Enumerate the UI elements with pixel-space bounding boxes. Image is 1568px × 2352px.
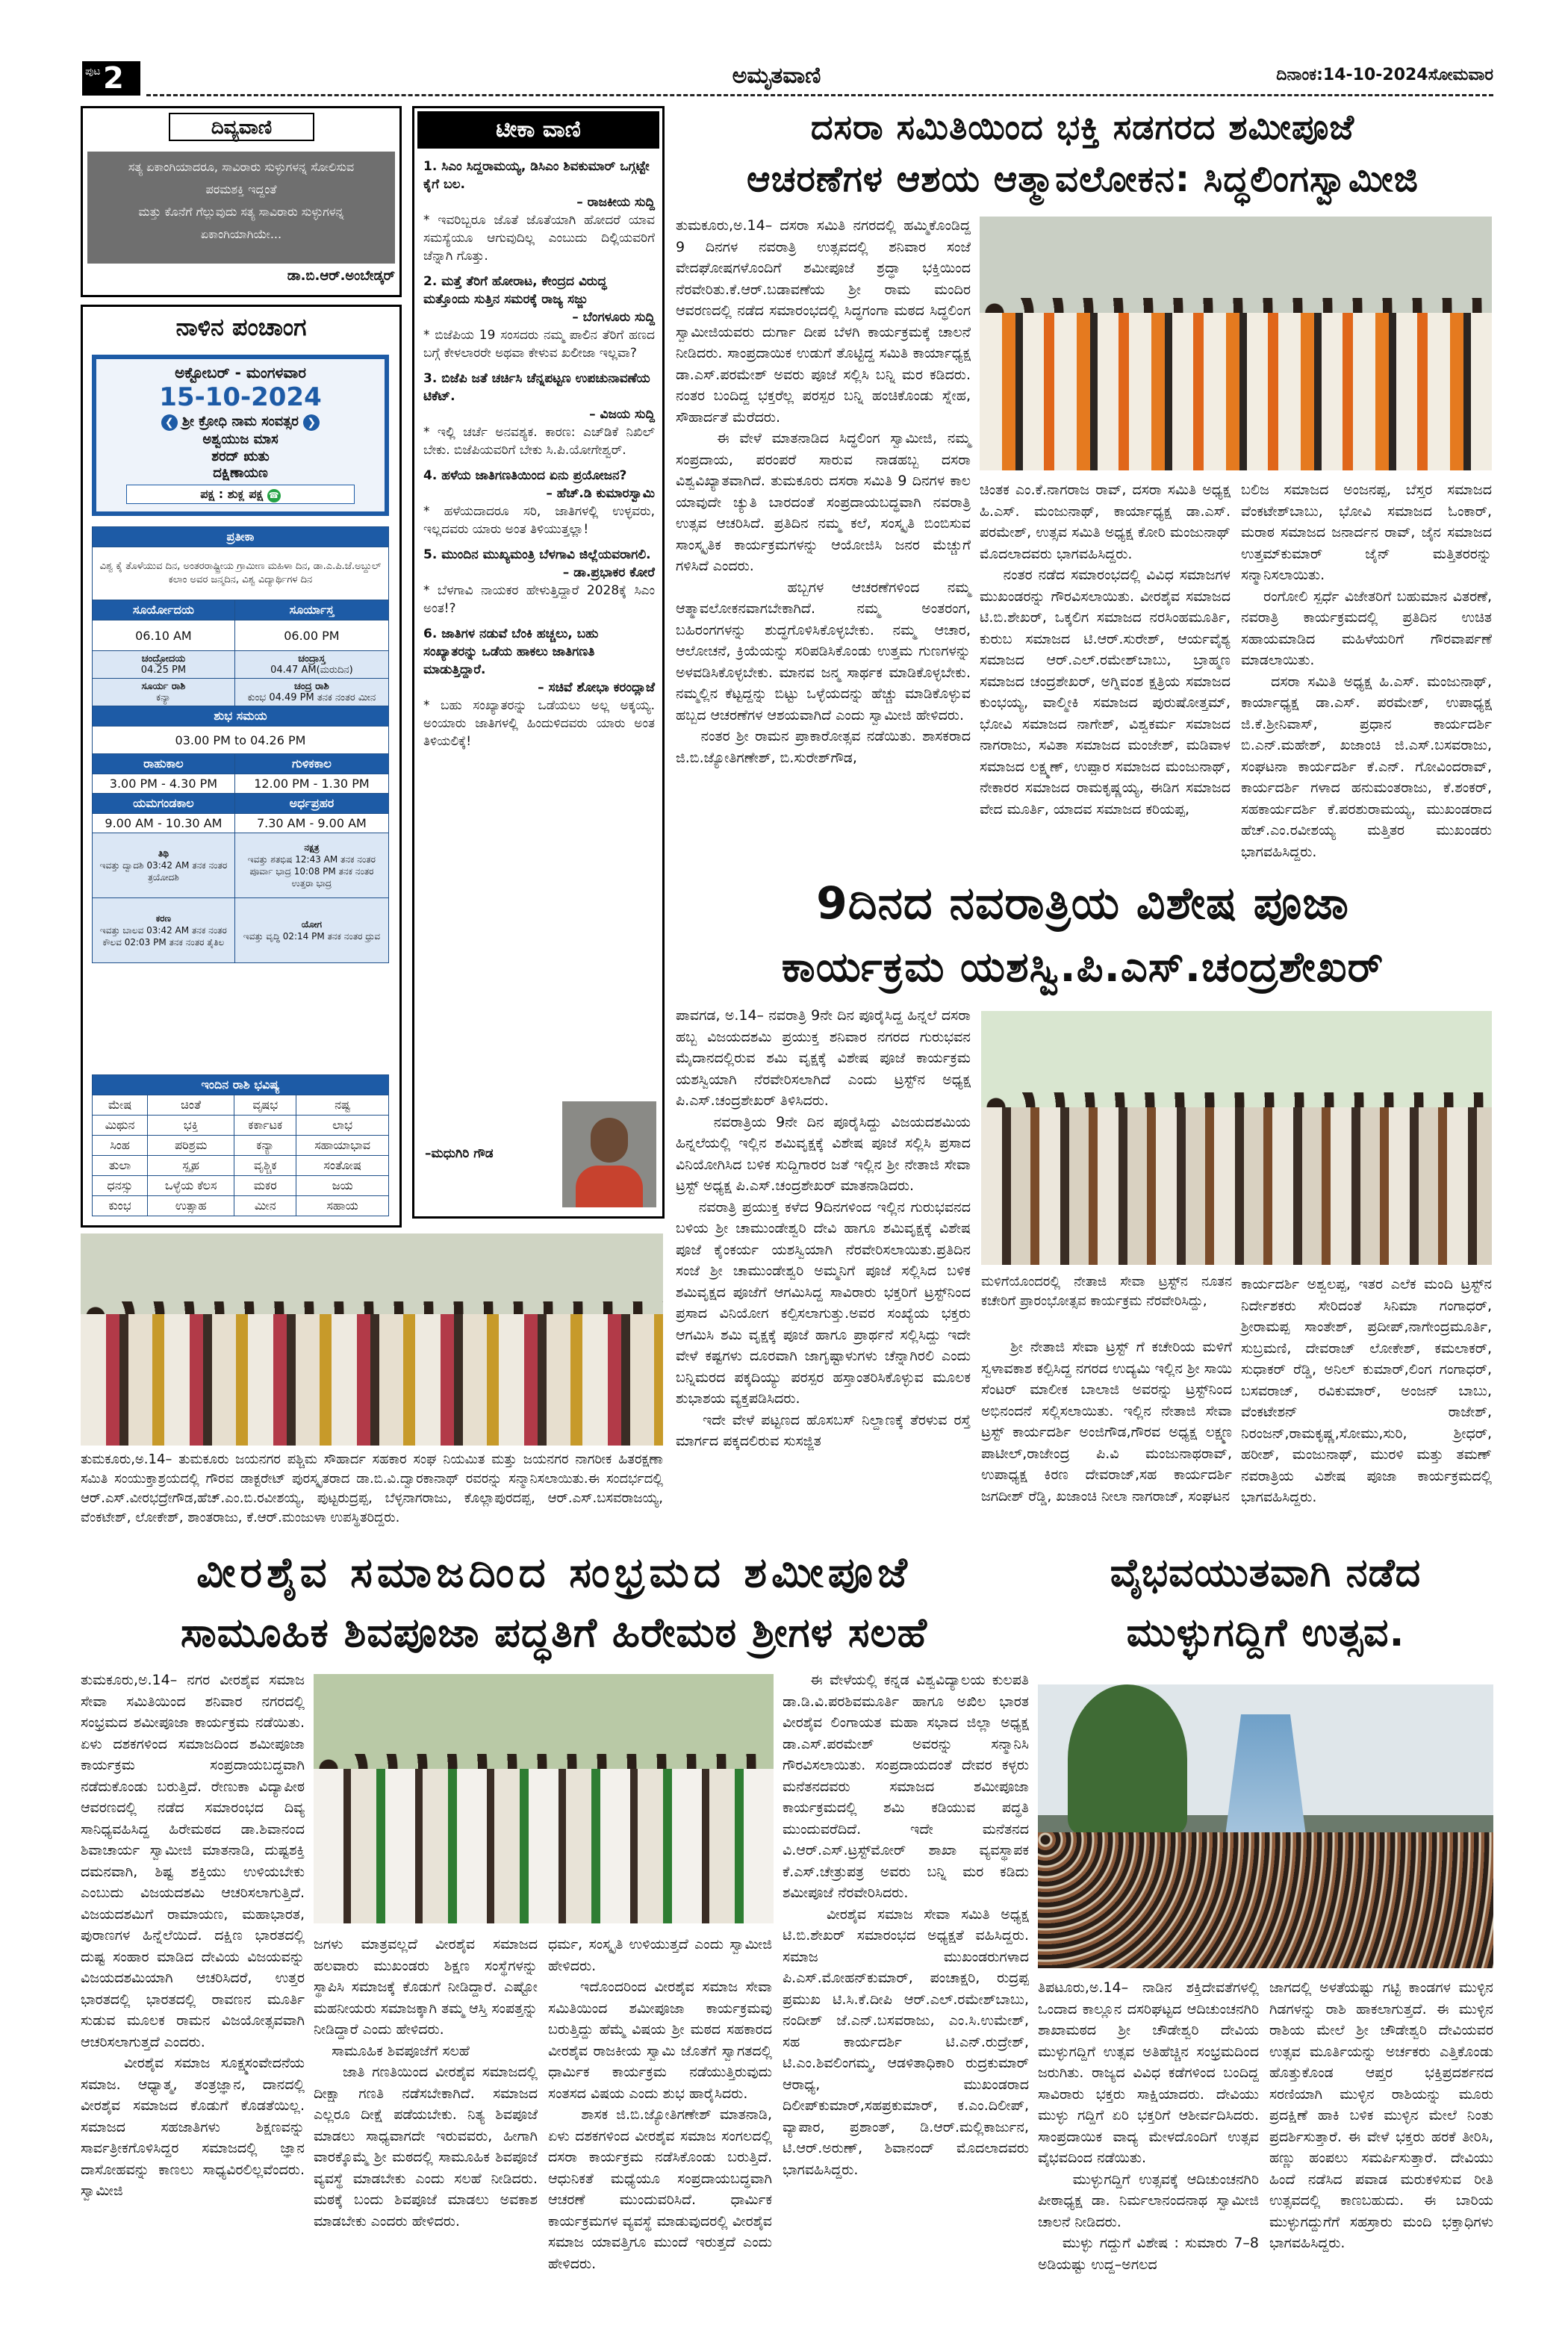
paksha-label: ಪಕ್ಷ : ಶುಕ್ಲ ಪಕ್ಷ (200, 487, 264, 501)
gulika-value: 12.00 PM - 1.30 PM (234, 774, 388, 794)
rashi-phala: ಸಹಾಯ (296, 1196, 389, 1216)
story1-column-3: ಬಲಿಜ ಸಮಾಜದ ಅಂಜನಪ್ಪ, ಬೆಸ್ತರ ಸಮಾಜದ ವೆಂಕಟೇಶ್‌ಬಾಬು, ಭೋವಿ ಸಮಾಜದ ಓಂಕಾರ್, ಮರಾಠ ಸಮಾಜದ ಜನಾರ್ದನ ರಾವ್, ಜೈನ ಸಮಾಜದ ಉತ್ತಮ್‌ಕುಮಾರ್ ಜೈನ್ ಮತ್ತಿತರರನ್ನು ಸನ್ಮಾನಿಸಲಾಯಿತು. ರಂಗೋಲಿ ಸ್ಪರ್ಧೆ ವಿಜೇತರಿಗೆ ಬಹುಮಾನ ವಿತರಣೆ, ನವರಾತ್ರಿ ಕಾರ್ಯಕ್ರಮದಲ್ಲಿ ಪ್ರತಿದಿನ ಉಚಿತ ಸಹಾಯಮಾಡಿದ ಮಹಿಳೆಯರಿಗೆ ಗೌರವಾರ್ಪಣೆ ಮಾಡಲಾಯಿತು. ದಸರಾ ಸಮಿತಿ ಅಧ್ಯಕ್ಷ ಹಿ.ಎಸ್. ಮಂಜುನಾಥ್, ಕಾರ್ಯಾಧ್ಯಕ್ಷ ಡಾ.ಎಸ್. ಪರಮೇಶ್, ಉಪಾಧ್ಯಕ್ಷ ಜಿ.ಕೆ.ಶ್ರೀನಿವಾಸ್, ಪ್ರಧಾನ ಕಾರ್ಯದರ್ಶಿ ಬಿ.ಎನ್.ಮಹೇಶ್, ಖಜಾಂಚಿ ಜಿ.ಎಸ್.ಬಸವರಾಜು, ಸಂಘಟನಾ ಕಾರ್ಯದರ್ಶಿ ಕೆ.ಎನ್. ಗೋವಿಂದರಾವ್, ಕಾರ್ಯದರ್ಶಿ ಗಳಾದ ಹನುಮಂತರಾಜು, ಕೆ.ಶಂಕರ್, ಸಹಕಾರ್ಯದರ್ಶಿ ಕೆ.ಪರಶುರಾಮಯ್ಯ, ಮುಖಂಡರಾದ ಹೆಚ್.ಎಂ.ರವೀಶಯ್ಯ ಮತ್ತಿತರ ಮುಖಂಡರು ಭಾಗವಹಿಸಿದ್ದರು. (1241, 482, 1492, 860)
rashi-phala: ಜಯ (296, 1176, 389, 1196)
divyavani-title: ದಿವ್ಯವಾಣಿ (169, 113, 314, 141)
rashi-name: ಸಿಂಹ (93, 1136, 148, 1156)
date-value: 15-10-2024 (159, 382, 322, 412)
felicitation-caption: ತುಮಕೂರು,ಅ.14– ತುಮಕೂರು ಜಯನಗರ ಪಶ್ಚಿಮ ಸೌಹಾರ್ದ ಸಹಕಾರ ಸಂಘ ನಿಯಮಿತ ಮತ್ತು ಜಯನಗರ ನಾಗರೀಕ ಹಿತರಕ್ಷಣಾ ಸಮಿತಿ ಸಂಯುಕ್ತಾಶ್ರಯದಲ್ಲಿ ಗೌರವ ಡಾಕ್ಟರೇಟ್ ಪುರಸ್ಕೃತರಾದ ಡಾ.ಬಿ.ವಿ.ದ್ವಾರಕಾನಾಥ್ ರವರನ್ನು ಸನ್ಮಾನಿಸಲಾಯಿತು.ಈ ಸಂದರ್ಭದಲ್ಲಿ ಆರ್.ಎಸ್.ವೀರಭದ್ರೇಗೌಡ,ಹೆಚ್.ಎಂ.ಬಿ.ರವೀಶಯ್ಯ, ಪುಟ್ಟರುದ್ರಪ್ಪ, ಬೆಳ್ಳನಾಗರಾಜು, ಕೊಲ್ಲಾಪುರದಪ್ಪ, ಆರ್.ಎಸ್.ಬಸವರಾಜಯ್ಯ, ವೆಂಕಟೇಶ್, ಲೋಕೇಶ್, ಶಾಂತರಾಜು, ಕೆ.ಆರ್.ಮಂಜುಳಾ ಉಪಸ್ಥಿತರಿದ್ದರು. (81, 1452, 668, 1525)
vishesha-text: ವಿಶ್ವ ಕೈ ತೊಳೆಯುವ ದಿನ, ಅಂತರರಾಷ್ಟ್ರೀಯ ಗ್ರಾಮೀಣ ಮಹಿಳಾ ದಿನ, ಡಾ.ಎ.ಪಿ.ಜೆ.ಅಬ್ದುಲ್ ಕಲಾಂ ಅವರ ಜನ್ಮದಿನ, ವಿಶ್ವ ವಿದ್ಯಾರ್ಥಿಗಳ ದಿನ (93, 547, 389, 600)
nakshatra-label: ನಕ್ಷತ್ರ (304, 842, 320, 853)
date-line: ದಿನಾಂಕ:14-10-2024ಸೋಮವಾರ (1276, 66, 1493, 84)
felicitation-photo (81, 1233, 663, 1446)
story2-column-1: ಪಾವಗಡ, ಅ.14– ನವರಾತ್ರಿ 9ನೇ ದಿನ ಪೂರೈಸಿದ್ದ ಹಿನ್ನಲೆ ದಸರಾ ಹಬ್ಬ ವಿಜಯದಶಮಿ ಪ್ರಯುಕ್ತ ಶನಿವಾರ ನಗರದ ಗುರುಭವನ ಮೈದಾನದಲ್ಲಿರುವ ಶಮಿ ವೃಕ್ಷಕ್ಕೆ ವಿಶೇಷ ಪೂಜೆ ಕಾರ್ಯಕ್ರಮ ಯಶಸ್ವಿಯಾಗಿ ನೆರವೇರಿಸಲಾಗಿದೆ ಎಂದು ಟ್ರಸ್ಟ್‌ನ ಅಧ್ಯಕ್ಷ ಪಿ.ಎಸ್.ಚಂದ್ರಶೇಖರ್ ತಿಳಿಸಿದರು. ನವರಾತ್ರಿಯ 9ನೇ ದಿನ ಪೂರೈಸಿದ್ದು ವಿಜಯದಶಮಿಯ ಹಿನ್ನಲೆಯಲ್ಲಿ ಇಲ್ಲಿನ ಶಮಿವೃಕ್ಷಕ್ಕೆ ವಿಶೇಷ ಪೂಜೆ ಸಲ್ಲಿಸಿ ಪ್ರಸಾದ ವಿನಿಯೋಗಿಸಿದ ಬಳಿಕ ಸುದ್ದಿಗಾರರ ಜತೆ ಇಲ್ಲಿನ ಶ್ರೀ ನೇತಾಜಿ ಸೇವಾ ಟ್ರಸ್ಟ್ ಅಧ್ಯಕ್ಷ ಪಿ.ಎಸ್.ಚಂದ್ರಶೇಖರ್ ಮಾತನಾಡಿದರು. ನವರಾತ್ರಿ ಪ್ರಯುಕ್ತ ಕಳೆದ 9ದಿನಗಳಿಂದ ಇಲ್ಲಿನ ಗುರುಭವನದ ಬಳಿಯ ಶ್ರೀ ಚಾಮುಂಡೇಶ್ವರಿ ದೇವಿ ಹಾಗೂ ಶಮಿವೃಕ್ಷಕ್ಕೆ ವಿಶೇಷ ಪೂಜೆ ಕೈಂಕರ್ಯ ಯಶಸ್ವಿಯಾಗಿ ನೆರವೇರಿಸಲಾಯಿತು.ಪ್ರತಿದಿನ ಸಂಜೆ ಶ್ರೀ ಚಾಮುಂಡೇಶ್ವರಿ ಅಮ್ಮನಿಗೆ ಪೂಜೆ ಸಲ್ಲಿಸಿದ ಬಳಿಕ ಶಮಿವೃಕ್ಷದ ಪೂಜೆಗೆ ಆಗಮಿಸಿದ್ದ ಸಾವಿರಾರು ಭಕ್ತರಿಗೆ ಟ್ರಸ್ಟ್‌ನಿಂದ ಪ್ರಸಾದ ವಿನಿಯೋಗ ಕಲ್ಪಿಸಲಾಗುತ್ತು.ಅವರ ಸಂಖ್ಯೆಯ ಭಕ್ತರು ಆಗಮಿಸಿ ಶಮಿ ವೃಕ್ಷಕ್ಕೆ ಪೂಜೆ ಹಾಗೂ ಪ್ರಾರ್ಥನೆ ಸಲ್ಲಿಸಿದ್ದು ಇದೇ ವೇಳೆ ಕಷ್ಟಗಳು ದೂರವಾಗಿ ಜಾಗೃಷ್ಟಾಳುಗಳು ಚೆನ್ನಾಗಿರಲಿ ಎಂದು ಬನ್ನಿಮರದ ಪಕ್ಕದಿಯ್ಯು ಪರಸ್ಪರ ಹಸ್ತಾಂತರಿಸಿಕೊಳ್ಳುವ ಮೂಲಕ ಶುಭಾಶಯ ವ್ಯಕ್ತಪಡಿಸಿದರು. ಇದೇ ವೇಳೆ ಪಟ್ಟಣದ ಹೊಸಬಸ್ ನಿಲ್ದಾಣಕ್ಕೆ ತೆರಳುವ ರಸ್ತೆ ಮಾರ್ಗದ ಪಕ್ಕದಲಿರುವ ಸುಸಜ್ಜಿತ (676, 1007, 971, 1449)
yoga-value: ಇವತ್ತು ವೃದ್ಧಿ 02:14 PM ತನಕ ನಂತರ ಧ್ರುವ (243, 931, 381, 942)
rashi-name: ಕುಂಭ (93, 1196, 148, 1216)
samvatsara-label: ಶ್ರೀ ಕ್ರೋಧಿ ನಾಮ ಸಂವತ್ಸರ (182, 414, 299, 429)
story1-headline-2: ಆಚರಣೆಗಳ ಆಶಯ ಆತ್ಮಾವಲೋಕನ: ಸಿದ್ಧಲಿಂಗಸ್ವಾಮೀಜಿ (747, 158, 1419, 200)
story4-photo (1038, 1684, 1493, 1968)
divyavani-quote (87, 152, 395, 264)
yama-label: ಯಮಗಂಡಕಾಲ (93, 794, 235, 814)
quote-line: ಪರಮಶಕ್ತಿ ಇದ್ದಂತೆ (205, 182, 277, 196)
bhavishya-row (93, 1156, 389, 1176)
rashi-name: ವೃಶ್ಚಿಕ (234, 1156, 296, 1176)
rashi-phala: ಪರಿಶ್ರಮ (148, 1136, 234, 1156)
teeka-author: –ಮಧುಗಿರಿ ಗೌಡ (425, 1146, 494, 1161)
tithi-value: ಇವತ್ತು ದ್ವಾದಶಿ 03:42 AM ತನಕ ನಂತರ ತ್ರಯೋದಶಿ (99, 860, 228, 883)
panchanga-title: ನಾಳಿನ ಪಂಚಾಂಗ (175, 313, 307, 341)
bhavishya-row (93, 1196, 389, 1216)
sunrise-value: 06.10 AM (93, 620, 235, 651)
bhavishya-row (93, 1176, 389, 1196)
teeka-vani-box (412, 106, 665, 1219)
panchanga-date-card (92, 355, 389, 516)
surya-rashi-label: ಸೂರ್ಯ ರಾಶಿ (141, 681, 186, 692)
story3-column-3: ಈ ವೇಳೆಯಲ್ಲಿ ಕನ್ನಡ ವಿಶ್ವವಿದ್ಯಾಲಯ ಕುಲಪತಿ ಡಾ.ಡಿ.ವಿ.ಪರಶಿವಮೂರ್ತಿ ಹಾಗೂ ಅಖಿಲ ಭಾರತ ವೀರಶೈವ ಲಿಂಗಾಯತ ಮಹಾ ಸಭಾದ ಜಿಲ್ಲಾ ಅಧ್ಯಕ್ಷ ಡಾ.ಎಸ್.ಪರಮೇಶ್ ಅವರನ್ನು ಸನ್ಮಾನಿಸಿ ಗೌರವಿಸಲಾಯಿತು. ಸಂಪ್ರದಾಯದಂತೆ ದೇವರ ಕಳ್ಳರು ಮನೆತನದವರು ಸಮಾಜದ ಶಮೀಪೂಜಾ ಕಾರ್ಯಕ್ರಮದಲ್ಲಿ ಶಮಿ ಕಡಿಯುವ ಪದ್ಧತಿ ಮುಂದುವರೆದಿದೆ. ಇದೇ ಮನೆತನದ ವಿ.ಆರ್.ಎಸ್.ಟ್ರಸ್ಟ್‌ಮೋರ್ ಶಾಖಾ ವ್ಯವಸ್ಥಾಪಕ ಕೆ.ಎಸ್.ಚೇತ್ರುಪತ್ರ ಅವರು ಬನ್ನಿ ಮರ ಕಡಿದು ಶಮೀಪೂಜೆ ನೆರವೇರಿಸಿದರು. ವೀರಶೈವ ಸಮಾಜ ಸೇವಾ ಸಮಿತಿ ಅಧ್ಯಕ್ಷ ಟಿ.ಬಿ.ಶೇಖರ್ ಸಮಾರಂಭದ ಅಧ್ಯಕ್ಷತೆ ವಹಿಸಿದ್ದರು. ಸಮಾಜ ಮುಖಂಡರುಗಳಾದ ಪಿ.ಎಸ್.ಮೋಹನ್‌ಕುಮಾರ್, ಪಂಚಾಕ್ಷರಿ, ರುದ್ರಪ್ಪ ಪ್ರಮುಖ ಟಿ.ಸಿ.ಕೆ.ದೀಪಿ ಆರ್.ಎಲ್.ರಮೇಶ್‌ಬಾಬು, ನಂದೀಶ್ ಜೆ.ಎನ್.ಬಸವರಾಜು, ಎಂ.ಸಿ.ಉಮೇಶ್, ಸಹ ಕಾರ್ಯದರ್ಶಿ ಟಿ.ಎನ್.ರುದ್ರೇಶ್, ಟಿ.ಎಂ.ಶಿವಲಿಂಗಮ್ಮ, ಆಡಳಿತಾಧಿಕಾರಿ ರುದ್ರಕುಮಾರ್ ಆರಾಧ್ಯ, ಮುಖಂಡರಾದ ದಿಲೀಪ್‌ಕುಮಾರ್,ಸಹಪ್ರಕುಮಾರ್, ಕ.ಎಂ.ದಿಲೀಪ್, ವ್ಯಾಪಾರ, ಪ್ರಶಾಂತ್, ಡಿ.ಆರ್.ಮಲ್ಲಿಕಾರ್ಜುನ, ಟಿ.ಆರ್.ಅರುಣ್, ಶಿವಾನಂದ್ ಮೊದಲಾದವರು ಭಾಗವಹಿಸಿದ್ದರು. (783, 1672, 1029, 2178)
teeka-title: ಟೀಕಾ ವಾಣಿ (417, 111, 659, 149)
paksha (126, 485, 355, 504)
rashi-phala: ಉತ್ಸಾಹ (148, 1196, 234, 1216)
ardha-label: ಅರ್ಧಪ್ರಹರ (234, 794, 388, 814)
tithi-label: ತಿಥಿ (158, 848, 169, 859)
ayana: ದಕ್ಷಿಣಾಯಣ (213, 465, 268, 481)
samvatsara (96, 413, 385, 431)
rashi-name: ಮೀನ (234, 1196, 296, 1216)
story1-column-1: ತುಮಕೂರು,ಅ.14– ದಸರಾ ಸಮಿತಿ ನಗರದಲ್ಲಿ ಹಮ್ಮಿಕೊಂಡಿದ್ದ 9 ದಿನಗಳ ನವರಾತ್ರಿ ಉತ್ಸವದಲ್ಲಿ ಶನಿವಾರ ಸಂಜೆ ವೇದಘೋಷಗಳೊಂದಿಗೆ ಶಮೀಪೂಜೆ ಶ್ರದ್ಧಾ ಭಕ್ತಿಯಿಂದ ನೆರವೇರಿತು.ಕೆ.ಆರ್.ಬಡಾವಣೆಯ ಶ್ರೀ ರಾಮ ಮಂದಿರ ಆವರಣದಲ್ಲಿ ನಡೆದ ಸಮಾರಂಭದಲ್ಲಿ ಸಿದ್ಧಗಂಗಾ ಮಠದ ಸಿದ್ಧಲಿಂಗ ಸ್ವಾಮೀಜಿಯವರು ದುರ್ಗಾ ದೀಪ ಬೆಳಗಿ ಕಾರ್ಯಕ್ರಮಕ್ಕೆ ಚಾಲನೆ ನೀಡಿದರು. ಸಾಂಪ್ರದಾಯಿಕ ಉಡುಗೆ ತೊಟ್ಟಿದ್ದ ಸಮಿತಿ ಕಾರ್ಯಾಧ್ಯಕ್ಷ ಡಾ.ಎಸ್.ಪರಮೇಶ್ ಅವರು ಪೂಜೆ ಸಲ್ಲಿಸಿ ಬನ್ನಿ ಮರ ಕಡಿದರು. ನಂತರ ಬಂದಿದ್ದ ಭಕ್ತರೆಲ್ಲ ಪರಸ್ಪರ ಬನ್ನಿ ಹಂಚಿಕೊಂಡು ಸ್ನೇಹ, ಸೌಹಾರ್ದತೆ ಮೆರೆದರು. ಈ ವೇಳೆ ಮಾತನಾಡಿದ ಸಿದ್ಧಲಿಂಗ ಸ್ವಾಮೀಜಿ, ನಮ್ಮ ಸಂಪ್ರದಾಯ, ಪರಂಪರೆ ಸಾರುವ ನಾಡಹಬ್ಬ ದಸರಾ ವಿಶ್ವವಿಖ್ಯಾತವಾಗಿದೆ. ತುಮಕೂರು ದಸರಾ ಸಮಿತಿ 9 ದಿನಗಳ ಕಾಲ ಯಾವುದೇ ಚ್ಯುತಿ ಬಾರದಂತೆ ಸಂಪ್ರದಾಯಬದ್ಧವಾಗಿ ನವರಾತ್ರಿ ಉತ್ಸವ ಆಚರಿಸಿದೆ. ಪ್ರತಿದಿನ ನಮ್ಮ ಕಲೆ, ಸಂಸ್ಕೃತಿ ಬಿಂಬಿಸುವ ಸಾಂಸ್ಕೃತಿಕ ಕಾರ್ಯಕ್ರಮಗಳನ್ನು ಆಯೋಜಿಸಿ ಜನರ ಮೆಚ್ಚುಗೆ ಗಳಿಸಿದೆ ಎಂದರು. ಹಬ್ಬಗಳ ಆಚರಣೆಗಳಿಂದ ನಮ್ಮ ಆತ್ಮಾವಲೋಕನವಾಗಬೇಕಾಗಿದೆ. ನಮ್ಮ ಅಂತರಂಗ, ಬಹಿರಂಗಗಳನ್ನು ಶುದ್ಧಗೊಳಿಸಿಕೊಳ್ಳಬೇಕು. ನಮ್ಮ ಆಚಾರ, ಆಲೋಚನೆ, ಕ್ರಿಯೆಯನ್ನು ಸರಿಪಡಿಸಿಕೊಂಡು ಉತ್ತಮ ಗುಣಗಳನ್ನು ಅಳವಡಿಸಿಕೊಳ್ಳಬೇಕು. ಮಾನವ ಜನ್ಮ ಸಾರ್ಥಕ ಮಾಡಿಕೊಳ್ಳಬೇಕು. ನಮ್ಮಲ್ಲಿನ ಕೆಟ್ಟದ್ದನ್ನು ಬಿಟ್ಟು ಒಳ್ಳೆಯದನ್ನು ಹೆಚ್ಚು ಮಾಡಿಕೊಳ್ಳುವ ಹಬ್ಬದ ಆಚರಣೆಗಳ ಆಶಯವಾಗಿದೆ ಎಂದು ಸ್ವಾಮೀಜಿ ಹೇಳಿದರು. ನಂತರ ಶ್ರೀ ರಾಮನ ಪ್ರಾಕಾರೋತ್ಸವ ನಡೆಯಿತು. ಶಾಸಕರಾದ ಜಿ.ಬಿ.ಜ್ಯೋತಿಗಣೇಶ್, ಬಿ.ಸುರೇಶ್‌ಗೌಡ, (676, 217, 971, 766)
sunset-label: ಸೂರ್ಯಾಸ್ತ (234, 600, 388, 620)
teeka-question: 1. ಸಿಎಂ ಸಿದ್ದರಾಮಯ್ಯ, ಡಿಸಿಎಂ ಶಿವಕುಮಾರ್ ಒಗ್ಗಟ್ಟೇ ಕೈಗೆ ಬಲ. (423, 159, 650, 192)
teeka-source: – ಸಚಿವೆ ಶೋಭಾ ಕರಂದ್ಲಾಜೆ (538, 680, 655, 695)
story3-column-2a: ಜಗಳು ಮಾತ್ರವಲ್ಲದೆ ವೀರಶೈವ ಸಮಾಜದ ಹಲವಾರು ಮುಖಂಡರು ಶಿಕ್ಷಣ ಸಂಸ್ಥೆಗಳನ್ನು ಸ್ಥಾಪಿಸಿ ಸಮಾಜಕ್ಕೆ ಕೊಡುಗೆ ನೀಡಿದ್ದಾರೆ. ಎಷ್ಟೋ ಮಹನೀಯರು ಸಮಾಜಕ್ಕಾಗಿ ತಮ್ಮ ಆಸ್ತಿ ಸಂಪತ್ತನ್ನು ನೀಡಿದ್ದಾರೆ ಎಂದು ಹೇಳಿದರು. ಸಾಮೂಹಿಕ ಶಿವಪೂಜೆಗೆ ಸಲಹೆ ಜಾತಿ ಗಣತಿಯಿಂದ ವೀರಶೈವ ಸಮಾಜದಲ್ಲಿ ದೀಕ್ಷಾ ಗಣತಿ ನಡೆಸಬೇಕಾಗಿದೆ. ಸಮಾಜದ ಎಲ್ಲರೂ ದೀಕ್ಷೆ ಪಡೆಯಬೇಕು. ನಿತ್ಯ ಶಿವಪೂಜೆ ಮಾಡಲು ಸಾಧ್ಯವಾಗದೇ ಇರುವವರು, ಹೀಗಾಗಿ ವಾರಕ್ಕೊಮ್ಮೆ ಶ್ರೀ ಮಠದಲ್ಲಿ ಸಾಮೂಹಿಕ ಶಿವಪೂಜೆ ವ್ಯವಸ್ಥೆ ಮಾಡಬೇಕು ಎಂದು ಸಲಹೆ ನೀಡಿದರು. ಮಠಕ್ಕೆ ಬಂದು ಶಿವಪೂಜೆ ಮಾಡಲು ಅವಕಾಶ ಮಾಡಬೇಕು ಎಂದರು ಹೇಳಿದರು. (314, 1936, 538, 2230)
teeka-question: 3. ಬಿಜೆಪಿ ಜತೆ ಚರ್ಚಿಸಿ ಚೆನ್ನಪಟ್ಟಣ ಉಪಚುನಾವಣೆಯ ಟಿಕೆಟ್. (423, 371, 650, 404)
moonrise-value: 04.25 PM (140, 665, 187, 676)
whatsapp-icon[interactable]: ☎ (267, 489, 281, 503)
moonset-label: ಚಂದ್ರಾಸ್ತ (298, 653, 326, 665)
teeka-source: – ವಿಜಯ ಸುದ್ದಿ (589, 407, 655, 422)
paper-name: ಅಮೃತವಾಣಿ (732, 63, 821, 89)
quote-line: ಸತ್ಯ ಏಕಾಂಗಿಯಾದರೂ, ಸಾವಿರಾರು ಸುಳ್ಳುಗಳನ್ನ ಸೋಲಿಸುವ (128, 160, 355, 174)
rashi-phala: ನಷ್ಟ (296, 1095, 389, 1116)
shubha-value: 03.00 PM to 04.26 PM (93, 727, 389, 754)
nakshatra-value: ಇವತ್ತು ಶತಭಿಷ 12:43 AM ತನಕ ನಂತರ ಪೂರ್ವಾ ಭಾದ್ರ 10:08 PM ತನಕ ನಂತರ ಉತ್ತರಾ ಭಾದ್ರ (247, 854, 376, 889)
panchanga-box (81, 305, 402, 1228)
teeka-item (423, 273, 655, 362)
story4-column-2: ಜಾಗದಲ್ಲಿ ಅಳತೆಯಷ್ಟು ಗಟ್ಟಿ ಕಾಂಡಗಳ ಮುಳ್ಳಿನ ಗಿಡಗಳನ್ನು ರಾಶಿ ಹಾಕಲಾಗುತ್ತದೆ. ಈ ಮುಳ್ಳಿನ ರಾಶಿಯ ಮೇಲೆ ಶ್ರೀ ಚೌಡೇಶ್ವರಿ ದೇವಿಯವರ ಉತ್ಸವ ಮೂರ್ತಿಯನ್ನು ಅರ್ಚಕರು ಎತ್ತಿಕೊಂಡು ಹೊತ್ತುಕೊಂಡ ಆಪ್ತರ ಭಕ್ತಿಪ್ರದರ್ಶನದ ಸರಣಿಯಾಗಿ ಮುಳ್ಳಿನ ರಾಶಿಯನ್ನು ಮೂರು ಪ್ರದಕ್ಷಿಣೆ ಹಾಕಿ ಬಳಿಕ ಮುಳ್ಳಿನ ಮೇಲೆ ನಿಂತು ಪ್ರದರ್ಶಿಸುತ್ತಾರೆ. ಈ ವೇಳೆ ಭಕ್ತರು ಹರಕೆ ತೀರಿಸಿ, ಹಣ್ಣು ಹಂಪಲು ಸಮರ್ಪಿಸುತ್ತಾರೆ. ದೇವಿಯು ಹಿಂದೆ ನಡೆಸಿದ ಪವಾಡ ಮರುಕಳಿಸುವ ರೀತಿ ಉತ್ಸವದಲ್ಲಿ ಕಾಣಬಹುದು. ಈ ಬಾರಿಯ ಮುಳ್ಳುಗದ್ದುಗೆಗೆ ಸಹಸ್ರಾರು ಮಂದಿ ಭಕ್ತಾಧಿಗಳು ಭಾಗವಹಿಸಿದ್ದರು. (1269, 1979, 1499, 2251)
bhavishya-row (93, 1116, 389, 1136)
rashi-phala: ಲಾಭ (296, 1116, 389, 1136)
author-photo (562, 1101, 656, 1207)
rashi-name: ವೃಷಭ (234, 1095, 296, 1116)
teeka-source: – ಬೆಂಗಳೂರು ಸುದ್ದಿ (572, 310, 655, 325)
rashi-name: ಕರ್ಕಾಟಕ (234, 1116, 296, 1136)
teeka-item (423, 158, 655, 265)
story3-column-1: ತುಮಕೂರು,ಅ.14– ನಗರ ವೀರಶೈವ ಸಮಾಜ ಸೇವಾ ಸಮಿತಿಯಿಂದ ಶನಿವಾರ ನಗರದಲ್ಲಿ ಸಂಭ್ರಮದ ಶಮೀಪೂಜಾ ಕಾರ್ಯಕ್ರಮ ನಡೆಯಿತು. ಏಳು ದಶಕಗಳಿಂದ ಸಮಾಜದಿಂದ ಶಮೀಪೂಜಾ ಕಾರ್ಯಕ್ರಮ ಸಂಪ್ರದಾಯಬದ್ಧವಾಗಿ ನಡೆದುಕೊಂಡು ಬರುತ್ತಿದೆ. ರೇಣುಕಾ ವಿದ್ಯಾಪೀಠ ಆವರಣದಲ್ಲಿ ನಡೆದ ಸಮಾರಂಭದ ದಿವ್ಯ ಸಾನಿಧ್ಯವಹಿಸಿದ್ದ ಹಿರೇಮಠದ ಡಾ.ಶಿವಾನಂದ ಶಿವಾಚಾರ್ಯ ಸ್ವಾಮೀಜಿ ಮಾತನಾಡಿ, ದುಷ್ಟಶಕ್ತಿ ದಮನವಾಗಿ, ಶಿಷ್ಟ ಶಕ್ತಿಯು ಉಳಿಯಬೇಕು ಎಂಬುದು ವಿಜಯದಶಮಿ ಆಚರಿಸಲಾಗುತ್ತಿದೆ. ವಿಜಯದಶಮಿಗೆ ರಾಮಾಯಣ, ಮಹಾಭಾರತ, ಪುರಾಣಗಳ ಹಿನ್ನೆಲೆಯಿದೆ. ದಕ್ಷಿಣ ಭಾರತದಲ್ಲಿ ದುಷ್ಟ ಸಂಹಾರ ಮಾಡಿದ ದೇವಿಯ ವಿಜಯವನ್ನು ವಿಜಯದಶಮಿಯಾಗಿ ಆಚರಿಸಿದರೆ, ಉತ್ತರ ಭಾರತದಲ್ಲಿ ಭಾರತದಲ್ಲಿ ರಾವಣನ ಮೂರ್ತಿ ಸುಡುವ ಮೂಲಕ ರಾಮನ ವಿಜಯೋತ್ಸವವಾಗಿ ಆಚರಿಸಲಾಗುತ್ತದೆ ಎಂದರು. ವೀರಶೈವ ಸಮಾಜ ಸೂಕ್ಷ್ಮಸಂವೇದನೆಯ ಸಮಾಜ. ಆಧ್ಯಾತ್ಮ, ತಂತ್ರಜ್ಞಾನ, ದಾನದಲ್ಲಿ ವೀರಶೈವ ಸಮಾಜದ ಕೊಡುಗೆ ಕೊಡತೆಯಿಲ್ಲ. ಸಮಾಜದ ಸಹಜಾತಿಗಳು ಶಿಕ್ಷಣವನ್ನು ಸಾರ್ವತ್ರೀಕಗೊಳಿಸಿದ್ದರ ಸಮಾಜದಲ್ಲಿ ಜ್ಞಾನ ದಾಸೋಹವನ್ನು ಕಾಣಲು ಸಾಧ್ಯವಿರಲಿಲ್ಲವೆಂದರು. ಸ್ವಾಮೀಜಿ (81, 1672, 305, 2199)
sunrise-label: ಸೂರ್ಯೋದಯ (93, 600, 235, 620)
story1-headline-1: ದಸರಾ ಸಮಿತಿಯಿಂದ ಭಕ್ತಿ ಸಡಗರದ ಶಮೀಪೂಜೆ (810, 107, 1355, 147)
rashi-name: ಮಿಥುನ (93, 1116, 148, 1136)
story3-column-2b: ಧರ್ಮ, ಸಂಸ್ಕೃತಿ ಉಳಿಯುತ್ತದೆ ಎಂದು ಸ್ವಾಮೀಜಿ ಹೇಳಿದರು. ಇದೊಂದರಿಂದ ವೀರಶೈವ ಸಮಾಜ ಸೇವಾ ಸಮಿತಿಯಿಂದ ಶಮೀಪೂಜಾ ಕಾರ್ಯಕ್ರಮವು ಬರುತ್ತಿದ್ದು ಹೆಮ್ಮೆ ವಿಷಯ ಶ್ರೀ ಮಠದ ಸಹಕಾರದ ವೀರಶೈವ ರಾಜಕೀಯ ಸ್ವಾಮಿ ಜೊತೆಗೆ ಸ್ವಾಗತದಲ್ಲಿ ಧಾರ್ಮಿಕ ಕಾರ್ಯಕ್ರಮ ನಡೆಯುತ್ತಿರುವುದು ಸಂತಸದ ವಿಷಯ ಎಂದು ಶುಭ ಹಾರೈಸಿದರು. ಶಾಸಕ ಜಿ.ಬಿ.ಜ್ಯೋತಿಗಣೇಶ್ ಮಾತನಾಡಿ, ಏಳು ದಶಕಗಳಿಂದ ವೀರಶೈವ ಸಮಾಜ ಸಂಗಲದಲ್ಲಿ ದಸರಾ ಕಾರ್ಯಕ್ರಮ ನಡೆಸಿಕೊಂಡು ಬರುತ್ತಿದೆ. ಆಧುನಿಕತೆ ಮಧ್ಯೆಯೂ ಸಂಪ್ರದಾಯಬದ್ಧವಾಗಿ ಆಚರಣೆ ಮುಂದುವರಿಸಿದೆ. ಧಾರ್ಮಿಕ ಕಾರ್ಯಕ್ರಮಗಳ ವ್ಯವಸ್ಥೆ ಮಾಡುವುದರಲ್ಲಿ ವೀರಶೈವ ಸಮಾಜ ಯಾವತ್ತಿಗೂ ಮುಂದೆ ಇರುತ್ತದೆ ಎಂದು ಹೇಳಿದರು. (548, 1936, 772, 2272)
quote-line: ಏಕಾಂಗಿಯಾಗಿಯೇ... (200, 227, 282, 241)
teeka-answer: * ಇಲ್ಲಿ ಚರ್ಚೆ ಅನವಶ್ಯಕ. ಕಾರಣ: ಎಚ್‌ಡಿಕೆ ನಿಖಿಲ್ ಬೇಕು. ಬಿಜೆಪಿಯವರಿಗೆ ಬೇಕು ಸಿ.ಪಿ.ಯೋಗೇಶ್ವರ್. (423, 425, 655, 458)
header-rule (146, 94, 1493, 96)
karana-label: ಕರಣ (155, 913, 172, 924)
teeka-question: 2. ಮತ್ತೆ ತೆರಿಗೆ ಹೋರಾಟ, ಕೇಂದ್ರದ ವಿರುದ್ಧ ಮತ್ತೊಂದು ಸುತ್ತಿನ ಸಮರಕ್ಕೆ ರಾಜ್ಯ ಸಜ್ಜು (423, 274, 607, 307)
page-label: ಪುಟ (85, 66, 101, 78)
karana-value: ಇವತ್ತು ಬಾಲವ 03:42 AM ತನಕ ನಂತರ ಕೌಲವ 02:03 PM ತನಕ ನಂತರ ತೈತಿಲ (99, 925, 227, 948)
page-badge (82, 61, 140, 96)
surya-rashi-value: ಕನ್ಯಾ (156, 692, 171, 703)
teeka-source: – ರಾಜಕೀಯ ಸುದ್ದಿ (576, 195, 655, 210)
story1-column-2: ಚಿಂತಕ ಎಂ.ಕೆ.ನಾಗರಾಜ ರಾವ್, ದಸರಾ ಸಮಿತಿ ಅಧ್ಯಕ್ಷ ಹಿ.ಎಸ್. ಮಂಜುನಾಥ್, ಕಾರ್ಯಾಧ್ಯಕ್ಷ ಡಾ.ಎಸ್. ಪರಮೇಶ್, ಉತ್ಸವ ಸಮಿತಿ ಅಧ್ಯಕ್ಷ ಕೋರಿ ಮಂಜುನಾಥ್ ಮೊದಲಾದವರು ಭಾಗವಹಿಸಿದ್ದರು. ನಂತರ ನಡೆದ ಸಮಾರಂಭದಲ್ಲಿ ವಿವಿಧ ಸಮಾಜಗಳ ಮುಖಂಡರನ್ನು ಗೌರವಿಸಲಾಯಿತು. ವೀರಶೈವ ಸಮಾಜದ ಟಿ.ಬಿ.ಶೇಖರ್, ಒಕ್ಕಲಿಗ ಸಮಾಜದ ನರಸಿಂಹಮೂರ್ತಿ, ಕುರುಬ ಸಮಾಜದ ಟಿ.ಆರ್.ಸುರೇಶ್, ಆರ್ಯವೈಶ್ಯ ಸಮಾಜದ ಆರ್.ಎಲ್.ರಮೇಶ್‌ಬಾಬು, ಬ್ರಾಹ್ಮಣ ಸಮಾಜದ ಚಂದ್ರಶೇಖರ್, ಅಗ್ನಿವಂಶ ಕ್ಷತ್ರಿಯ ಸಮಾಜದ ಕುಂಭಯ್ಯ, ವಾಲ್ಮೀಕಿ ಸಮಾಜದ ಪುರುಷೋತ್ತಮ್, ಭೋವಿ ಸಮಾಜದ ನಾಗೇಶ್, ವಿಶ್ವಕರ್ಮ ಸಮಾಜದ ನಾಗರಾಜು, ಸವಿತಾ ಸಮಾಜದ ಮಂಜೇಶ್, ಮಡಿವಾಳ ಸಮಾಜದ ಲಕ್ಷ್ಮಣ್, ಉಪ್ಪಾರ ಸಮಾಜದ ಮಂಜುನಾಥ್, ನೇಕಾರರ ಸಮಾಜದ ರಾಮಕೃಷ್ಣಯ್ಯ, ಈಡಿಗ ಸಮಾಜದ ವೇದ ಮೂರ್ತಿ, ಯಾದವ ಸಮಾಜದ ಕರಿಯಪ್ಪ, (980, 482, 1231, 818)
teeka-question: 5. ಮುಂದಿನ ಮುಖ್ಯಮಂತ್ರಿ ಬೆಳಗಾವಿ ಜಿಲ್ಲೆಯವರಾಗಲಿ. (423, 547, 651, 562)
rashi-name: ಧನಸ್ಸು (93, 1176, 148, 1196)
yama-value: 9.00 AM - 10.30 AM (93, 814, 235, 833)
teeka-item (423, 625, 655, 750)
story3-headline-1: ವೀರಶೈವ ಸಮಾಜದಿಂದ ಸಂಭ್ರಮದ ಶಮೀಪೂಜೆ (196, 1549, 912, 1597)
teeka-question: 6. ಜಾತಿಗಳ ನಡುವೆ ಬೆಂಕಿ ಹಚ್ಚಲು, ಬಹು ಸಂಖ್ಯಾತರನ್ನು ಒಡೆಯ ಹಾಕಲು ಜಾತಿಗಣತಿ ಮಾಡುತ್ತಿದ್ದಾರೆ. (423, 626, 599, 677)
teeka-source: – ಡಾ.ಪ್ರಭಾಕರ ಕೋರೆ (562, 565, 655, 580)
chandra-rashi-value: ಕುಂಭ 04.49 PM ತನಕ ನಂತರ ಮೀನ (247, 692, 376, 703)
rashi-phala: ಸ್ಪೃಹ (148, 1156, 234, 1176)
story3-headline-2: ಸಾಮೂಹಿಕ ಶಿವಪೂಜಾ ಪದ್ಧತಿಗೆ ಹಿರೇಮಠ ಶ್ರೀಗಳ ಸಲಹೆ (180, 1609, 928, 1656)
page-number: 2 (103, 61, 124, 96)
teeka-answer: * ಬಿಜೆಪಿಯ 19 ಸಂಸದರು ನಮ್ಮ ಪಾಲಿನ ತೆರಿಗೆ ಹಣದ ಬಗ್ಗೆ ಕೇಳಲಾರರೇ ಅಥವಾ ಕೇಳುವ ಖಲೀಜಾ ಇಲ್ಲವಾ? (423, 328, 655, 361)
rashi-phala: ಚಿಂತೆ (148, 1095, 234, 1116)
bhavishya-row (93, 1095, 389, 1116)
next-arrow-icon[interactable]: ❯ (303, 414, 320, 431)
teeka-item (423, 370, 655, 459)
panchanga-table (92, 526, 389, 963)
story4-headline-2: ಮುಳ್ಳುಗದ್ದಿಗೆ ಉತ್ಸವ. (1126, 1611, 1405, 1655)
quote-line: ಮತ್ತು ಕೊನೆಗೆ ಗೆಲ್ಲುವುದು ಸತ್ಯ ಸಾವಿರಾರು ಸುಳ್ಳುಗಳನ್ನ (138, 205, 344, 219)
story2-column-3: ಕಾರ್ಯದರ್ಶಿ ಅಶ್ವಲಪ್ಪ, ಇತರ ಎಲೆಕ ಮಂದಿ ಟ್ರಸ್ಟ್‌ನ ನಿರ್ದೇಶಕರು ಸೇರಿದಂತೆ ಸಿನಿಮಾ ಗಂಗಾಧರ್, ಶ್ರೀರಾಮಪ್ಪ ಸಾಂತೇಶ್, ಪ್ರದೀಪ್,ನಾಗೇಂದ್ರಮೂರ್ತಿ, ಸುಬ್ರಮಣಿ, ದೇವರಾಜ್ ಲೋಕೇಶ್, ಕಮಲಾಕರ್, ಸುಧಾಕರ್ ರೆಡ್ಡಿ, ಅನಿಲ್ ಕುಮಾರ್,ಲಿಂಗ ಗಂಗಾಧರ್, ಬಸವರಾಜ್, ರವಿಕುಮಾರ್, ಅಂಜನ್ ಬಾಬು, ವೆಂಕಟೇಶನ್ ರಾಜೇಶ್, ನಿರಂಜನ್,ರಾಮಕೃಷ್ಣ,ಸೋಮು,ಸುರಿ, ಶ್ರೀಧರ್, ಹರೀಶ್, ಮಂಜುನಾಥ್, ಮುರಳಿ ಮತ್ತು ತಮಣ್ ನವರಾತ್ರಿಯ ವಿಶೇಷ ಪೂಜಾ ಕಾರ್ಯಕ್ರಮದಲ್ಲಿ ಭಾಗವಹಿಸಿದ್ದರು. (1241, 1276, 1497, 1505)
rashi-name: ತುಲಾ (93, 1156, 148, 1176)
sunset-value: 06.00 PM (234, 620, 388, 651)
palm-tree (1068, 1684, 1187, 1834)
moonset-value: 04.47 AM(ಮರುದಿನ) (270, 665, 353, 676)
rutu: ಶರದ್ ಋತು (211, 449, 270, 464)
rashi-phala: ಒಳ್ಳೆಯ ಕೆಲಸ (148, 1176, 234, 1196)
rashi-phala: ಸಹಾಯಾಭಾವ (296, 1136, 389, 1156)
teeka-source: – ಹೆಚ್.ಡಿ ಕುಮಾರಸ್ವಾಮಿ (546, 486, 655, 501)
rahu-label: ರಾಹುಕಾಲ (93, 754, 235, 774)
rashi-name: ಮಕರ (234, 1176, 296, 1196)
rashi-name: ಕನ್ಯಾ (234, 1136, 296, 1156)
teeka-question: 4. ಹಳೆಯ ಜಾತಿಗಣತಿಯಿಂದ ಏನು ಪ್ರಯೋಜನ? (423, 468, 627, 483)
teeka-answer: * ಇವರಿಬ್ಬರೂ ಜೊತೆ ಜೊತೆಯಾಗಿ ಹೋದರೆ ಯಾವ ಸಮಸ್ಯೆಯೂ ಆಗುವುದಿಲ್ಲ ಎಂಬುದು ದಿಲ್ಲಿಯವರಿಗೆ ಚೆನ್ನಾಗಿ ಗೊತ್ತು. (423, 213, 655, 264)
story2-headline-1: 9ದಿನದ ನವರಾತ್ರಿಯ ವಿಶೇಷ ಪೂಜಾ (816, 877, 1349, 930)
rashi-phala: ಭಕ್ತಿ (148, 1116, 234, 1136)
story4-headline-1: ವೈಭವಯುತವಾಗಿ ನಡೆದ (1110, 1551, 1422, 1596)
teeka-answer: * ಬಹು ಸಂಖ್ಯಾತರನ್ನು ಒಡೆಯಲು ಅಲ್ಲ ಅಕ್ಕಯ್ಯ. ಅಂಯಾರು ಜಾತಿಗಳಲ್ಲಿ ಹಿಂದುಳಿದವರು ಯಾರು ಅಂತ ತಿಳಿಯಲಿಕ್ಕೆ! (423, 698, 655, 749)
page-header (75, 61, 1493, 99)
moonrise-label: ಚಂದ್ರೋದಯ (141, 653, 186, 665)
teeka-answer: * ಬೆಳಗಾವಿ ನಾಯಕರ ಹೇಳುತ್ತಿದ್ದಾರೆ 2028ಕ್ಕೆ ಸಿಎಂ ಅಂತ!? (423, 583, 655, 616)
teeka-item (423, 467, 655, 538)
vishesha-label: ಪ್ರತೀಕಾ (93, 527, 389, 547)
story1-photo (980, 217, 1492, 470)
bhavishya-row (93, 1136, 389, 1156)
teeka-items (423, 158, 655, 1098)
rahu-value: 3.00 PM - 4.30 PM (93, 774, 235, 794)
prev-arrow-icon[interactable]: ❮ (161, 414, 178, 431)
gulika-label: ಗುಳಿಕಕಾಲ (234, 754, 388, 774)
month-day: ಅಕ್ಟೋಬರ್ - ಮಂಗಳವಾರ (175, 364, 306, 382)
bhavishya-label: ಇಂದಿನ ರಾಶಿ ಭವಿಷ್ಯ (93, 1075, 389, 1095)
divyavani-author: ಡಾ.ಬಿ.ಆರ್.ಅಂಬೇಡ್ಕರ್ (287, 268, 395, 284)
story2-headline-2: ಕಾರ್ಯಕ್ರಮ ಯಶಸ್ವಿ.ಪಿ.ಎಸ್.ಚಂದ್ರಶೇಖರ್ (781, 943, 1384, 992)
teeka-answer: * ಹಳೆಯದಾದರೂ ಸರಿ, ಜಾತಿಗಳಲ್ಲಿ ಉಳ್ಳವರು, ಇಲ್ಲದವರು ಯಾರು ಅಂತ ತಿಳಿಯುತ್ತಲ್ಲಾ! (423, 504, 655, 537)
masa: ಅಶ್ವಯುಜ ಮಾಸ (202, 432, 279, 447)
rashi-bhavishya-table (92, 1074, 389, 1216)
ardha-value: 7.30 AM - 9.00 AM (234, 814, 388, 833)
yoga-label: ಯೋಗ (301, 919, 323, 930)
teeka-item (423, 546, 655, 617)
story3-photo (314, 1674, 774, 1923)
story2-photo (981, 1011, 1492, 1265)
rashi-phala: ಸಂತೋಷ (296, 1156, 389, 1176)
story2-photo-caption: ಮಳಿಗೆಯೊಂದರಲ್ಲಿ ನೇತಾಜಿ ಸೇವಾ ಟ್ರಸ್ಟ್‌ನ ನೂತನ ಕಚೇರಿಗೆ ಪ್ರಾರಂಭೋತ್ಸವ ಕಾರ್ಯಕ್ರಮ ನೆರವೇರಿಸಿದ್ದು, (981, 1274, 1236, 1309)
divyavani-box (81, 106, 402, 297)
story2-column-2: ಶ್ರೀ ನೇತಾಜಿ ಸೇವಾ ಟ್ರಸ್ಟ್ ಗೆ ಕಚೇರಿಯ ಮಳಿಗೆ ಸ್ವಳಾವಕಾಶ ಕಲ್ಪಿಸಿದ್ದ ನಗರದ ಉದ್ಯಮಿ ಇಲ್ಲಿನ ಶ್ರೀ ಸಾಯಿ ಸೆಂಟರ್ ಮಾಲೀಕ ಬಾಲಾಜಿ ಅವರನ್ನು ಟ್ರಸ್ಟ್‌ನಿಂದ ಅಭಿನಂದನೆ ಸಲ್ಲಿಸಲಾಯಿತು. ಇಲ್ಲಿನ ನೇತಾಜಿ ಸೇವಾ ಟ್ರಸ್ಟ್‌ ಕಾರ್ಯದರ್ಶಿ ಅಂಜಿಗೌಡ,ಗೌರವ ಅಧ್ಯಕ್ಷ ಲಕ್ಷ್ಮಣ ಪಾಟೀಲ್,ರಾಜೇಂದ್ರ ಪಿ.ವಿ ಮಂಜುನಾಥರಾವ್, ಉಪಾಧ್ಯಕ್ಷ ಕಿರಣ ದೇವರಾಜ್,ಸಹ ಕಾರ್ಯದರ್ಶಿ ಜಗದೀಶ್ ರೆಡ್ಡಿ, ಖಜಾಂಚಿ ನೀಲಾ ನಾಗರಾಜ್, ಸಂಘಟನ (981, 1339, 1237, 1505)
story4-column-1: ತಿಪಟೂರು,ಅ.14– ನಾಡಿನ ಶಕ್ತಿದೇವತೆಗಳಲ್ಲಿ ಒಂದಾದ ಕಾಲ್ಲೂನ ದಸರಿಘಟ್ಟದ ಆದಿಚುಂಚನಗಿರಿ ಶಾಖಾಮಠದ ಶ್ರೀ ಚೌಡೇಶ್ವರಿ ದೇವಿಯ ಮುಳ್ಳುಗದ್ದಿಗೆ ಉತ್ಸವ ಅತಿಹೆಚ್ಚಿನ ಸಂಭ್ರಮದಿಂದ ಜರುಗಿತು. ರಾಜ್ಯದ ವಿವಿಧ ಕಡೆಗಳಿಂದ ಬಂದಿದ್ದ ಸಾವಿರಾರು ಭಕ್ತರು ಸಾಕ್ಷಿಯಾದರು. ದೇವಿಯು ಮುಳ್ಳು ಗದ್ದಿಗೆ ಏರಿ ಭಕ್ತರಿಗೆ ಆಶೀರ್ವದಿಸಿದರು. ಸಾಂಪ್ರದಾಯಿಕ ವಾದ್ಯ ಮೇಳದೊಂದಿಗೆ ಉತ್ಸವ ವೈಭವದಿಂದ ನಡೆಯಿತು. ಮುಳ್ಳುಗದ್ದಿಗೆ ಉತ್ಸವಕ್ಕೆ ಆದಿಚುಂಚನಗಿರಿ ಪೀಠಾಧ್ಯಕ್ಷ ಡಾ. ನಿರ್ಮಲಾನಂದನಾಥ ಸ್ವಾಮೀಜಿ ಚಾಲನೆ ನೀಡಿದರು. ಮುಳ್ಳು ಗದ್ದುಗೆ ವಿಶೇಷ : ಸುಮಾರು 7–8 ಅಡಿಯಷ್ಟು ಉದ್ದ–ಅಗಲದ (1038, 1979, 1259, 2273)
rashi-name: ಮೇಷ (93, 1095, 148, 1116)
chandra-rashi-label: ಚಂದ್ರ ರಾಶಿ (294, 681, 329, 692)
shubha-label: ಶುಭ ಸಮಯ (93, 706, 389, 727)
